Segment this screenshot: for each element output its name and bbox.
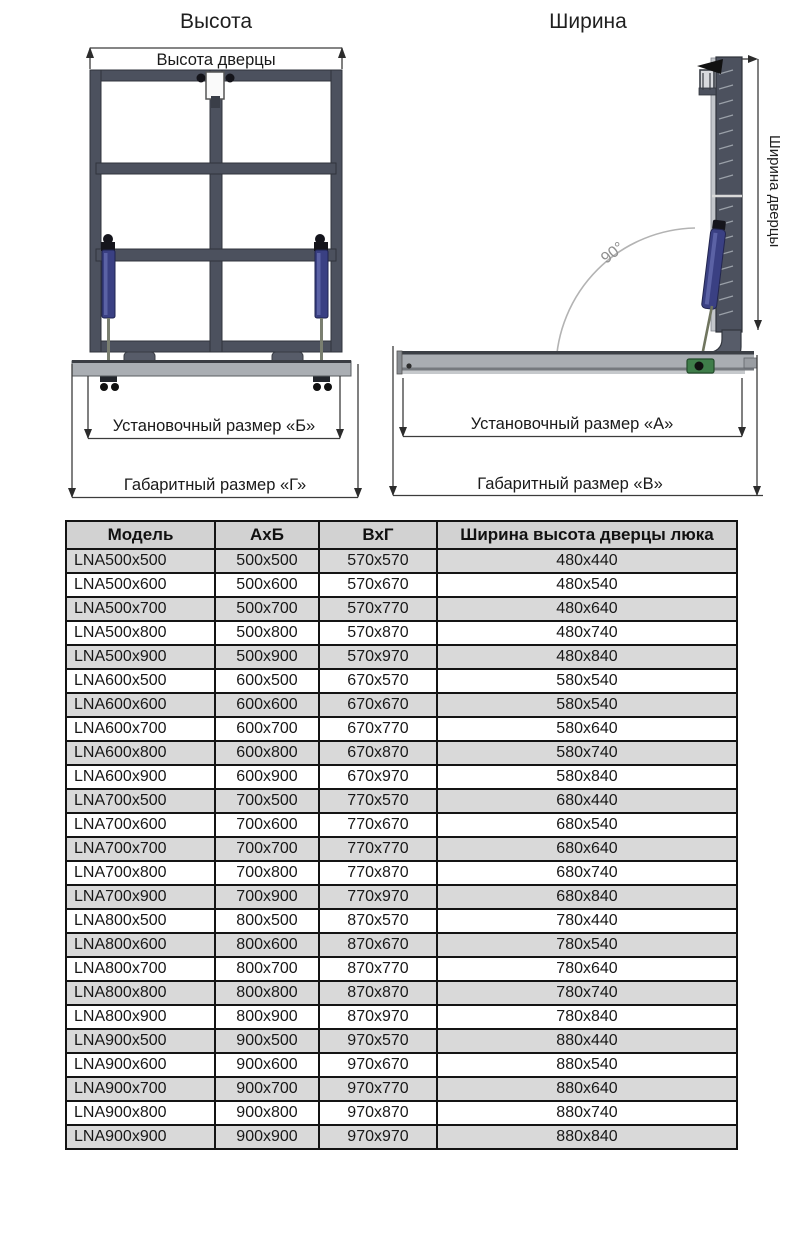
table-cell: 880x740 (437, 1101, 737, 1125)
table-cell: LNA700x900 (66, 885, 215, 909)
table-cell: 570x870 (319, 621, 437, 645)
table-cell: 780x540 (437, 933, 737, 957)
table-cell: LNA500x500 (66, 549, 215, 573)
table-cell: 570x970 (319, 645, 437, 669)
installation-b-label: Установочный размер «Б» (112, 417, 316, 435)
table-cell: 870x870 (319, 981, 437, 1005)
table-cell: 880x440 (437, 1029, 737, 1053)
hatch-frame (90, 70, 342, 352)
table-cell: 600x600 (215, 693, 319, 717)
table-cell: 970x970 (319, 1125, 437, 1149)
table-cell: 800x600 (215, 933, 319, 957)
hinge-bracket (699, 70, 716, 95)
table-row (66, 597, 737, 621)
dimension-arrow-icon (354, 488, 362, 498)
installation-a-label: Установочный размер «А» (470, 415, 674, 433)
table-cell: 670x870 (319, 741, 437, 765)
table-cell: 670x570 (319, 669, 437, 693)
spec-table (65, 520, 738, 1150)
table-row (66, 741, 737, 765)
table-cell: 800x700 (215, 957, 319, 981)
table-row (66, 765, 737, 789)
table-cell: 500x700 (215, 597, 319, 621)
table-cell: 670x770 (319, 717, 437, 741)
table-row (66, 837, 737, 861)
door-height-label: Высота дверцы (156, 51, 276, 69)
table-cell: LNA900x600 (66, 1053, 215, 1077)
width-diagram (389, 10, 783, 496)
table-cell: 780x840 (437, 1005, 737, 1029)
dimension-arrow-icon (336, 429, 344, 439)
table-cell: 700x800 (215, 861, 319, 885)
table-cell: LNA700x600 (66, 813, 215, 837)
column-header-vxg: ВхГ (319, 521, 437, 549)
table-cell: 480x540 (437, 573, 737, 597)
table-cell: LNA600x900 (66, 765, 215, 789)
dimension-arrow-icon (68, 488, 76, 498)
table-cell: 700x700 (215, 837, 319, 861)
door-width-dimension (742, 59, 758, 330)
header-row (66, 521, 737, 549)
table-cell: LNA600x800 (66, 741, 215, 765)
table-row (66, 933, 737, 957)
table-cell: 500x800 (215, 621, 319, 645)
table-cell: 970x770 (319, 1077, 437, 1101)
table-cell: 900x600 (215, 1053, 319, 1077)
table-cell: 480x440 (437, 549, 737, 573)
table-cell: 770x870 (319, 861, 437, 885)
table-cell: 700x600 (215, 813, 319, 837)
table-cell: 600x500 (215, 669, 319, 693)
table-cell: 580x540 (437, 669, 737, 693)
table-cell: 800x800 (215, 981, 319, 1005)
table-cell: 680x540 (437, 813, 737, 837)
table-row (66, 621, 737, 645)
table-row (66, 1029, 737, 1053)
table-cell: 480x640 (437, 597, 737, 621)
dimension-arrow-icon (399, 427, 407, 437)
dimension-arrow-icon (753, 486, 761, 496)
table-cell: LNA900x500 (66, 1029, 215, 1053)
table-cell: 680x640 (437, 837, 737, 861)
table-cell: 700x500 (215, 789, 319, 813)
table-row (66, 573, 737, 597)
table-row (66, 717, 737, 741)
table-cell: 770x570 (319, 789, 437, 813)
table-cell: LNA500x900 (66, 645, 215, 669)
table-cell: 780x740 (437, 981, 737, 1005)
table-cell: 780x640 (437, 957, 737, 981)
table-row (66, 645, 737, 669)
table-cell: 480x740 (437, 621, 737, 645)
table-cell: LNA500x700 (66, 597, 215, 621)
table-cell: LNA700x500 (66, 789, 215, 813)
table-row (66, 549, 737, 573)
table-cell: 870x570 (319, 909, 437, 933)
table-cell: 600x700 (215, 717, 319, 741)
column-header-model: Модель (66, 521, 215, 549)
table-cell: LNA600x600 (66, 693, 215, 717)
table-cell: 500x600 (215, 573, 319, 597)
table-cell: 580x540 (437, 693, 737, 717)
dimension-arrow-icon (338, 47, 346, 58)
table-cell: LNA500x600 (66, 573, 215, 597)
table-cell: LNA800x700 (66, 957, 215, 981)
dimension-arrow-icon (84, 429, 92, 439)
dimension-arrow-icon (738, 427, 746, 437)
table-cell: LNA800x800 (66, 981, 215, 1005)
latch (197, 72, 235, 108)
column-header-axb: АхБ (215, 521, 319, 549)
table-row (66, 1053, 737, 1077)
table-cell: 670x970 (319, 765, 437, 789)
table-cell: 880x640 (437, 1077, 737, 1101)
dimension-arrow-icon (389, 486, 397, 496)
table-cell: 700x900 (215, 885, 319, 909)
table-row (66, 909, 737, 933)
table-cell: 970x670 (319, 1053, 437, 1077)
table-row (66, 981, 737, 1005)
angle-label: 90° (598, 239, 628, 268)
table-cell: LNA700x700 (66, 837, 215, 861)
table-cell: 680x840 (437, 885, 737, 909)
table-cell: 880x540 (437, 1053, 737, 1077)
table-cell: 570x570 (319, 549, 437, 573)
table-cell: 600x800 (215, 741, 319, 765)
table-cell: 870x970 (319, 1005, 437, 1029)
dimension-arrow-icon (86, 47, 94, 58)
table-row (66, 1125, 737, 1149)
table-row (66, 861, 737, 885)
table-cell: LNA900x700 (66, 1077, 215, 1101)
table-cell: 770x770 (319, 837, 437, 861)
table-cell: 500x500 (215, 549, 319, 573)
table-cell: 670x670 (319, 693, 437, 717)
table-cell: 570x770 (319, 597, 437, 621)
column-header-door-size: Ширина высота дверцы люка (437, 521, 737, 549)
diagrams-svg (0, 0, 800, 512)
table-cell: 900x800 (215, 1101, 319, 1125)
overall-g-label: Габаритный размер «Г» (123, 476, 307, 494)
table-cell: 970x570 (319, 1029, 437, 1053)
base-bar (72, 361, 351, 376)
width-diagram-title: Ширина (549, 10, 627, 33)
table-row (66, 1101, 737, 1125)
table-row (66, 885, 737, 909)
table-cell: 680x740 (437, 861, 737, 885)
table-cell: 800x500 (215, 909, 319, 933)
hinge-mount-green (687, 359, 714, 373)
table-row (66, 1077, 737, 1101)
table-cell: LNA700x800 (66, 861, 215, 885)
table-cell: 680x440 (437, 789, 737, 813)
table-cell: LNA600x700 (66, 717, 215, 741)
table-row (66, 813, 737, 837)
table-cell: 880x840 (437, 1125, 737, 1149)
spec-table-body (66, 549, 737, 1149)
table-cell: 900x700 (215, 1077, 319, 1101)
table-cell: 800x900 (215, 1005, 319, 1029)
table-cell: LNA900x900 (66, 1125, 215, 1149)
table-cell: 870x770 (319, 957, 437, 981)
table-cell: 580x740 (437, 741, 737, 765)
table-cell: LNA800x600 (66, 933, 215, 957)
table-cell: LNA600x500 (66, 669, 215, 693)
table-cell: 500x900 (215, 645, 319, 669)
spec-table-header (66, 521, 737, 549)
table-row (66, 1005, 737, 1029)
table-cell: 570x670 (319, 573, 437, 597)
table-row (66, 789, 737, 813)
table-row (66, 957, 737, 981)
dimension-arrow-icon (754, 320, 762, 330)
table-cell: LNA500x800 (66, 621, 215, 645)
table-cell: 770x970 (319, 885, 437, 909)
table-cell: LNA800x900 (66, 1005, 215, 1029)
table-cell: 600x900 (215, 765, 319, 789)
door-width-label: Ширина дверцы (766, 135, 783, 248)
table-cell: LNA900x800 (66, 1101, 215, 1125)
height-diagram-title: Высота (179, 10, 253, 33)
table-row (66, 669, 737, 693)
table-cell: 970x870 (319, 1101, 437, 1125)
table-cell: 870x670 (319, 933, 437, 957)
table-cell: LNA800x500 (66, 909, 215, 933)
height-diagram (68, 10, 362, 498)
overall-v-label: Габаритный размер «В» (477, 475, 663, 493)
table-row (66, 693, 737, 717)
table-cell: 480x840 (437, 645, 737, 669)
table-cell: 900x500 (215, 1029, 319, 1053)
table-cell: 580x840 (437, 765, 737, 789)
table-cell: 780x440 (437, 909, 737, 933)
opening-arc (556, 228, 695, 367)
table-cell: 580x640 (437, 717, 737, 741)
dimension-arrow-icon (748, 55, 758, 63)
table-cell: 900x900 (215, 1125, 319, 1149)
table-cell: 770x670 (319, 813, 437, 837)
